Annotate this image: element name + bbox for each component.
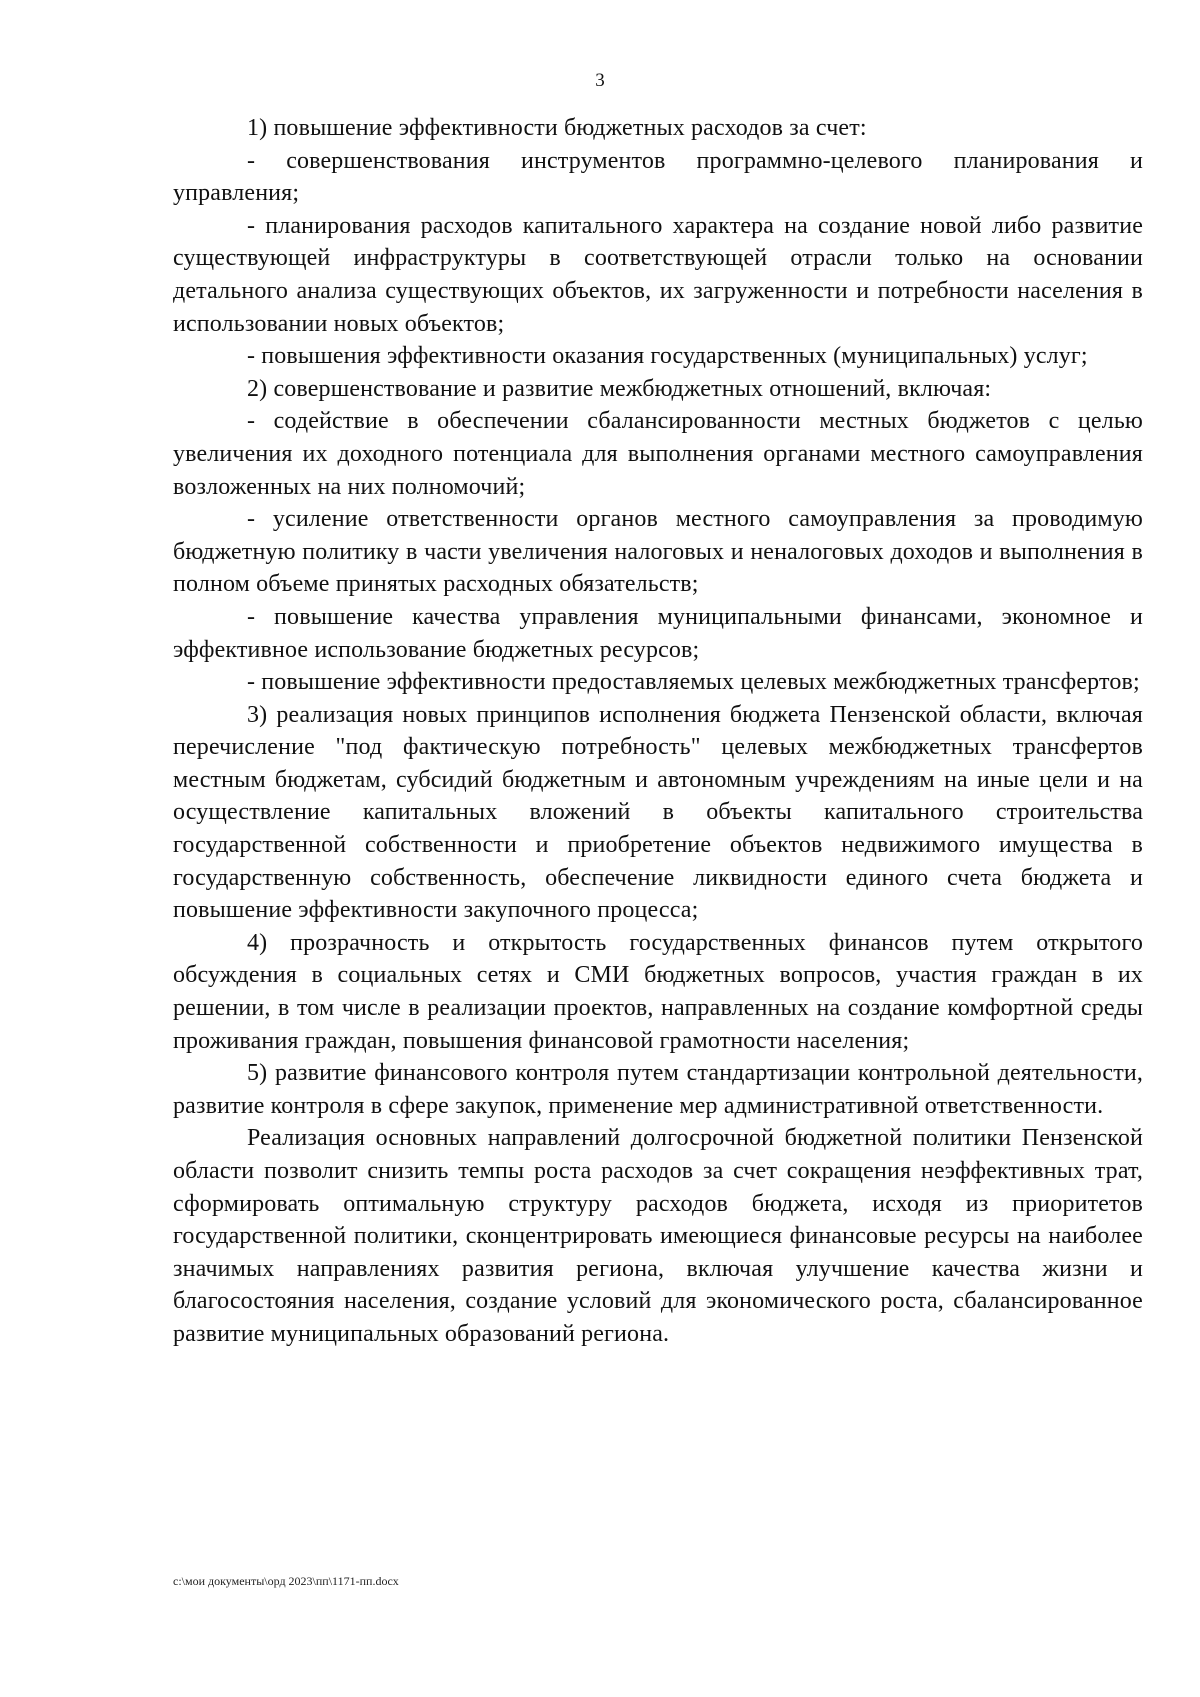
paragraph-item-2d: - повышение эффективности предоставляемых целевых межбюджетных трансфертов;: [247, 669, 1140, 696]
paragraph-item-1c: - повышения эффективности оказания государственных (муниципальных) услуг;: [247, 343, 1088, 370]
paragraph-item-5: 5) развитие финансового контроля путем стандартизации контрольной деятельности, развитие контроля в сфере закупок, применение мер административной ответственности.: [173, 1060, 1143, 1119]
paragraph-item-2b: - усиление ответственности органов местного самоуправления за проводимую бюджетную политику в части увеличения налоговых и неналоговых доходов и выполнения в полном объеме принятых расходных обязательств;: [173, 506, 1143, 598]
paragraph-item-3: 3) реализация новых принципов исполнения бюджета Пензенской области, включая перечисление "под фактическую потребность" целевых межбюджетных трансфертов местным бюджетам, субсидий бюджетным и автономным учреждениям на иные цели и на осуществление капитальных вложений в объекты капитального строительства государственной собственности и приобретение объектов недвижимого имущества в государственную собственность, обеспечение ликвидности единого счета бюджета и повышение эффективности закупочного процесса;: [173, 701, 1143, 924]
paragraph-item-2a: - содействие в обеспечении сбалансированности местных бюджетов с целью увеличения их доходного потенциала для выполнения органами местного самоуправления возложенных на них полномочий;: [173, 408, 1143, 500]
paragraph-conclusion: Реализация основных направлений долгосрочной бюджетной политики Пензенской области позволит снизить темпы роста расходов за счет сокращения неэффективных трат, сформировать оптимальную структуру расходов бюджета, исходя из приоритетов государственной политики, сконцентрировать имеющиеся финансовые ресурсы на наиболее значимых направлениях развития региона, включая улучшение качества жизни и благосостояния населения, создание условий для экономического роста, сбалансированное развитие муниципальных образований региона.: [173, 1125, 1143, 1347]
file-path-footer: c:\мои документы\орд 2023\пп\1171-пп.docx: [173, 1574, 399, 1588]
paragraph-item-2: 2) совершенствование и развитие межбюджетных отношений, включая:: [247, 375, 992, 402]
paragraph-item-1b: - планирования расходов капитального характера на создание новой либо развитие существующей инфраструктуры в соответствующей отрасли только на основании детального анализа существующих объектов, их загруженности и потребности населения в использовании новых объектов;: [173, 212, 1143, 337]
paragraph-item-2c: - повышение качества управления муниципальными финансами, экономное и эффективное использование бюджетных ресурсов;: [173, 603, 1143, 663]
page-number: 3: [595, 70, 605, 91]
document-body: [173, 112, 1143, 1351]
paragraph-item-4: 4) прозрачность и открытость государственных финансов путем открытого обсуждения в социальных сетях и СМИ бюджетных вопросов, участия граждан в их решении, в том числе в реализации проектов, направленных на создание комфортной среды проживания граждан, повышения финансовой грамотности населения;: [173, 929, 1143, 1054]
paragraph-item-1: 1) повышение эффективности бюджетных расходов за счет:: [247, 115, 867, 141]
paragraph-item-1a: - совершенствования инструментов программно-целевого планирования и управления;: [173, 147, 1143, 207]
